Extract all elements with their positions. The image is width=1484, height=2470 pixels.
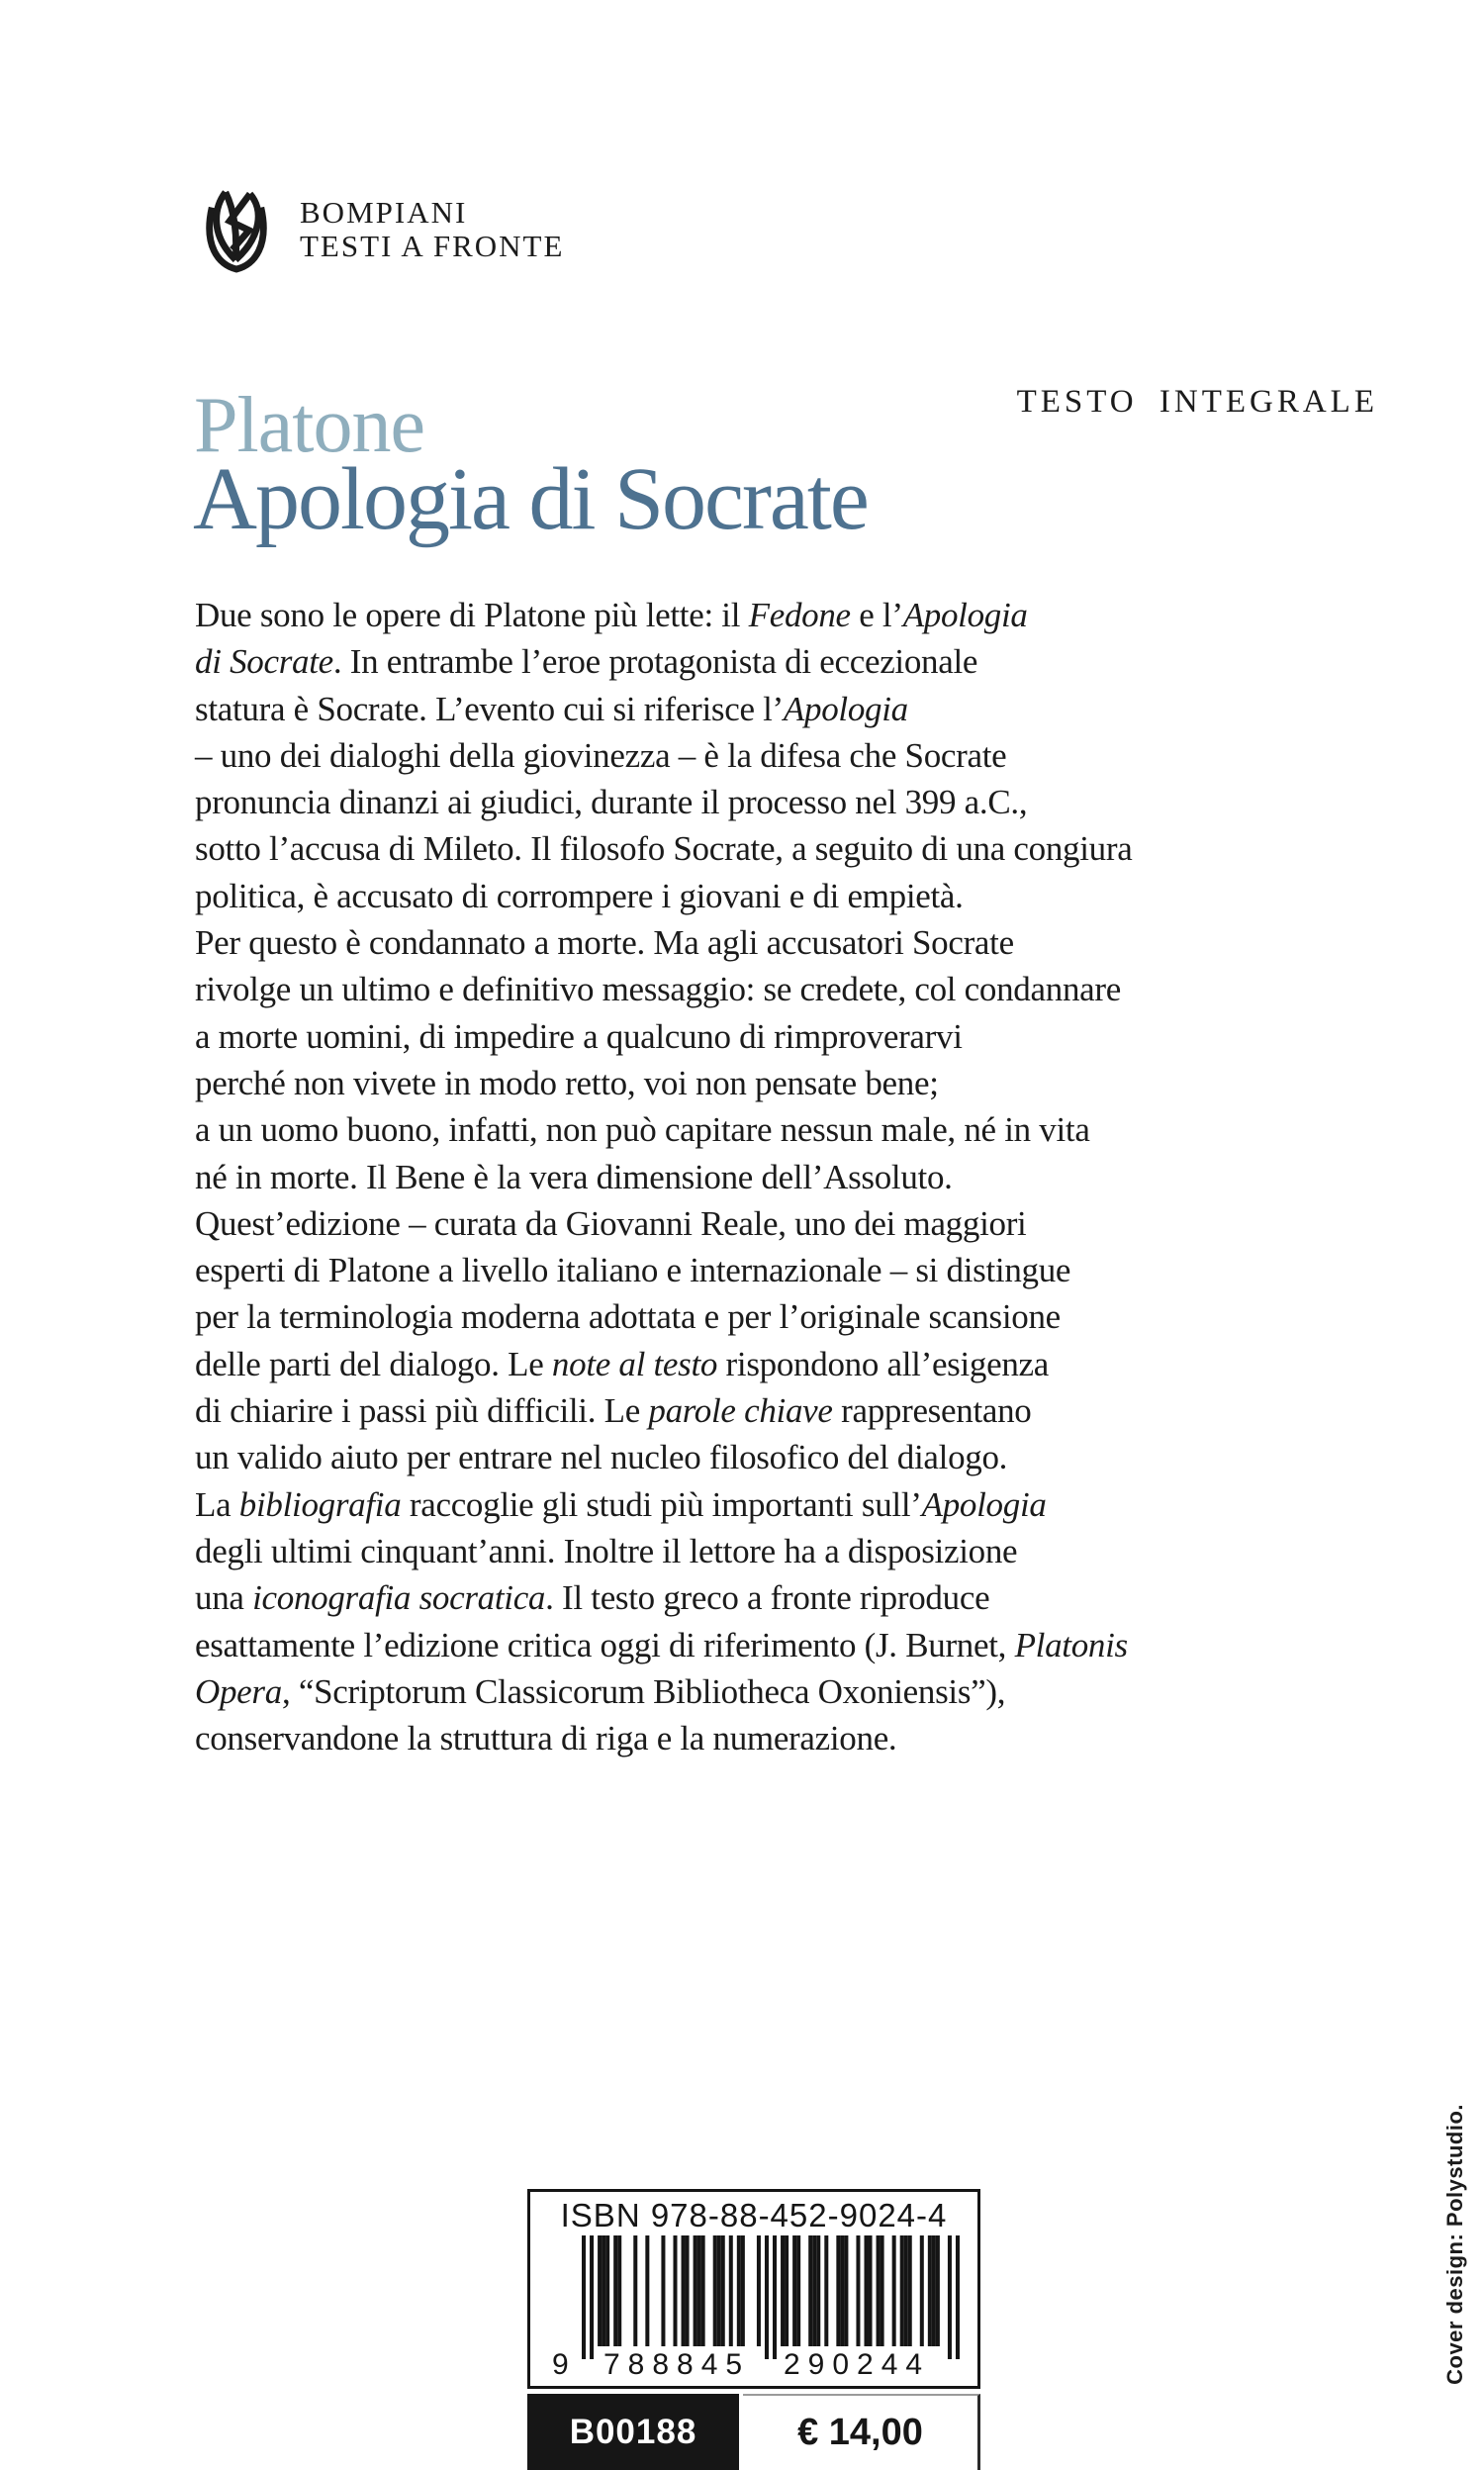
body-line: – uno dei dialoghi della giovinezza – è la difesa che Socrate [195, 735, 1007, 775]
product-code: B00188 [569, 2412, 697, 2451]
body-line: né in morte. Il Bene è la vera dimensione dell’Assoluto. [195, 1157, 953, 1196]
barcode-panel [527, 2189, 980, 2470]
body-line: Opera, “Scriptorum Classicorum Bibliotheca Oxoniensis”), [195, 1671, 1006, 1711]
body-line: politica, è accusato di corrompere i giovani e di empietà. [195, 876, 964, 915]
body-line: perché non vivete in modo retto, voi non pensate bene; [195, 1063, 939, 1102]
body-line: sotto l’accusa di Mileto. Il filosofo Socrate, a seguito di una congiura [195, 829, 1133, 869]
price: € 14,00 [797, 2412, 923, 2453]
body-line: di Socrate. In entrambe l’eroe protagonista di eccezionale [195, 642, 978, 682]
book-author: Platone [194, 382, 424, 469]
isbn-box [527, 2189, 980, 2389]
body-line: a morte uomini, di impedire a qualcuno di rimproverarvi [195, 1016, 963, 1056]
body-line: per la terminologia moderna adottata e per l’originale scansione [195, 1297, 1061, 1337]
body-line: Per questo è condannato a morte. Ma agli accusatori Socrate [195, 923, 1014, 963]
body-line: La bibliografia raccoglie gli studi più importanti sull’Apologia [195, 1484, 1047, 1524]
publisher-imprint [300, 196, 564, 263]
barcode-digits-right: 290244 [780, 2348, 934, 2382]
body-line: un valido aiuto per entrare nel nucleo filosofico del dialogo. [195, 1438, 1008, 1477]
body-line: rivolge un ultimo e definitivo messaggio: se credete, col condannare [195, 970, 1121, 1009]
price-box [743, 2394, 980, 2470]
cover-credit: Cover design: Polystudio. [1442, 2104, 1467, 2385]
publisher-name: BOMPIANI [300, 195, 468, 230]
bompiani-flower-icon [194, 182, 279, 275]
body-line: delle parti del dialogo. Le note al testo rispondono all’esigenza [195, 1344, 1050, 1383]
body-line: statura è Socrate. L’evento cui si riferisce l’Apologia [195, 689, 908, 728]
barcode-digit-first: 9 [552, 2348, 569, 2381]
body-line: degli ultimi cinquant’anni. Inoltre il lettore ha a disposizione [195, 1531, 1018, 1570]
product-code-box [527, 2394, 739, 2470]
body-line: di chiarire i passi più difficili. Le parole chiave rappresentano [195, 1391, 1032, 1431]
body-line: Due sono le opere di Platone più lette: il Fedone e l’Apologia [195, 596, 1028, 634]
isbn-label: ISBN 978-88-452-9024-4 [560, 2197, 948, 2233]
body-line: esattamente l’edizione critica oggi di riferimento (J. Burnet, Platonis [195, 1625, 1128, 1664]
body-line: Quest’edizione – curata da Giovanni Reale, uno dei maggiori [195, 1203, 1027, 1243]
body-line: a un uomo buono, infatti, non può capitare nessun male, né in vita [195, 1110, 1090, 1150]
edition-label: TESTO INTEGRALE [1016, 384, 1378, 420]
body-text [195, 592, 1382, 1761]
barcode-icon [582, 2235, 960, 2359]
barcode-digits-left: 788845 [600, 2348, 754, 2382]
body-line: esperti di Platone a livello italiano e internazionale – si distingue [195, 1251, 1071, 1290]
book-title: Apologia di Socrate [193, 450, 868, 548]
body-line: conservandone la struttura di riga e la numerazione. [195, 1719, 897, 1758]
body-line: pronuncia dinanzi ai giudici, durante il processo nel 399 a.C., [195, 783, 1028, 822]
body-line: una iconografia socratica. Il testo greco a fronte riproduce [195, 1578, 990, 1618]
publisher-series: TESTI A FRONTE [300, 229, 565, 263]
